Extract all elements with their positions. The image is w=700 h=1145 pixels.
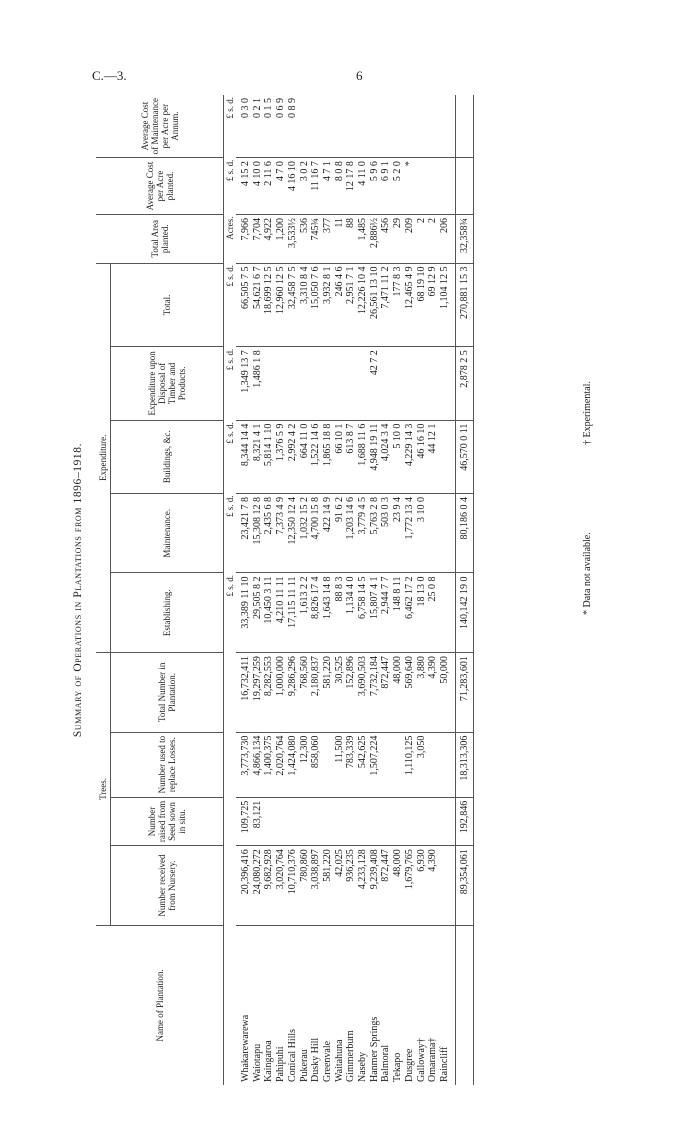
cell-cost-acre: 4 7 1 xyxy=(322,158,334,215)
cell-disposal: 1,349 13 7 xyxy=(240,347,252,420)
cell-total-number: 9,286,296 xyxy=(287,653,299,733)
cell-disposal xyxy=(299,347,311,420)
plantation-name: Dusgree xyxy=(403,1048,415,1082)
cell-area: 7,966 xyxy=(240,214,252,263)
cell-area: 2 xyxy=(416,214,428,263)
cell-maintenance: 23,421 7 8 xyxy=(240,493,252,573)
total-disposal: 2,878 2 5 xyxy=(455,347,474,420)
cell-total-number: 4,390 xyxy=(427,653,439,733)
cell-establishing: 2,944 7 7 xyxy=(380,573,392,653)
cell-buildings: 66 10 1 xyxy=(334,420,346,493)
cell-cost-acre: 12 17 8 xyxy=(345,158,357,215)
cell-establishing: 29,505 8 2 xyxy=(252,573,264,653)
cell-buildings: 1,865 18 8 xyxy=(322,420,334,493)
cell-maint-acre xyxy=(416,95,428,158)
cell-buildings: 5,814 1 10 xyxy=(263,420,275,493)
table-row xyxy=(275,95,287,1085)
footnote-experimental: † Experimental. xyxy=(582,381,593,445)
cell-received: 936,235 xyxy=(345,846,357,926)
table-row xyxy=(439,95,451,1085)
plantation-name: Galloway† xyxy=(415,1038,427,1082)
cell-total-number: 1,000,000 xyxy=(275,653,287,733)
cell-total: 66,505 7 5 xyxy=(240,263,252,347)
cell-cost-acre xyxy=(416,158,428,215)
cell-disposal: 1,486 1 8 xyxy=(252,347,264,420)
cell-replace: 1,400,375 xyxy=(263,732,275,797)
cell-raised xyxy=(322,797,334,846)
cell-area: 745¾ xyxy=(310,214,322,263)
cell-establishing: 148 8 11 xyxy=(392,573,404,653)
cell-raised xyxy=(299,797,311,846)
cell-maintenance: 7,373 4 9 xyxy=(275,493,287,573)
cell-maintenance: 1,772 13 4 xyxy=(404,493,416,573)
cell-cost-acre: 3 0 2 xyxy=(299,158,311,215)
cell-disposal xyxy=(439,347,451,420)
cell-raised: 83,121 xyxy=(252,797,264,846)
total-buildings: 46,570 0 11 xyxy=(455,420,474,493)
col-header-maint-acre: Average Cost of Maintenance per Acre per Annum. xyxy=(96,95,224,158)
table-row xyxy=(380,95,392,1085)
table-row xyxy=(334,95,346,1085)
total-replace: 18,313,306 xyxy=(455,732,474,797)
cell-total-number: 8,282,553 xyxy=(263,653,275,733)
cell-total-number: 3,880 xyxy=(416,653,428,733)
cell-maintenance: 15,308 12 8 xyxy=(252,493,264,573)
cell-disposal xyxy=(287,347,299,420)
col-header-buildings: Buildings, &c. xyxy=(111,420,224,493)
cell-maintenance: 422 14 9 xyxy=(322,493,334,573)
table-row xyxy=(392,95,404,1085)
table-row xyxy=(287,95,299,1085)
cell-disposal: 42 7 2 xyxy=(369,347,381,420)
group-header-expenditure: Expenditure. xyxy=(96,263,111,653)
cell-maint-acre xyxy=(322,95,334,158)
cell-establishing: 10,450 3 11 xyxy=(263,573,275,653)
table-row xyxy=(345,95,357,1085)
plantation-name: Pukerau xyxy=(298,1049,310,1082)
cell-maint-acre xyxy=(357,95,369,158)
cell-received: 581,220 xyxy=(322,846,334,926)
plantation-name: Raincliff xyxy=(438,1046,450,1082)
cell-received: 10,710,376 xyxy=(287,846,299,926)
cell-total: 7,471 11 2 xyxy=(380,263,392,347)
cell-disposal xyxy=(380,347,392,420)
cell-raised xyxy=(380,797,392,846)
plantation-name: Waiotapu xyxy=(251,1043,263,1082)
cell-received: 6,930 xyxy=(416,846,428,926)
cell-raised xyxy=(369,797,381,846)
plantation-name: Pahipuhi xyxy=(275,1046,287,1082)
cell-buildings: 1,376 5 9 xyxy=(275,420,287,493)
cell-maintenance xyxy=(439,493,451,573)
cell-establishing: 15,807 4 1 xyxy=(369,573,381,653)
cell-establishing: 1,643 14 8 xyxy=(322,573,334,653)
total-maintenance: 80,186 0 4 xyxy=(455,493,474,573)
cell-replace xyxy=(392,732,404,797)
cell-total-number: 2,180,837 xyxy=(310,653,322,733)
cell-maintenance: 12,350 12 4 xyxy=(287,493,299,573)
plantation-name: Dusky Hill xyxy=(310,1037,322,1082)
cell-received: 48,000 xyxy=(392,846,404,926)
cell-establishing: 1,613 2 2 xyxy=(299,573,311,653)
cell-buildings: 664 11 0 xyxy=(299,420,311,493)
cell-maint-acre xyxy=(380,95,392,158)
cell-maintenance: 1,032 15 2 xyxy=(299,493,311,573)
cell-replace xyxy=(322,732,334,797)
cell-area: 3,533½ xyxy=(287,214,299,263)
group-header-trees: Trees. xyxy=(96,653,111,926)
cell-replace: 858,060 xyxy=(310,732,322,797)
table-row xyxy=(322,95,334,1085)
plantation-name: Kaingaroa xyxy=(263,1040,275,1082)
cell-maint-acre xyxy=(310,95,322,158)
cell-maint-acre: 0 1 5 xyxy=(263,95,275,158)
table-row xyxy=(357,95,369,1085)
cell-received: 42,025 xyxy=(334,846,346,926)
col-header-total: Total. xyxy=(111,263,224,347)
cell-received: 4,233,128 xyxy=(357,846,369,926)
unit-buildings: £ s. d. xyxy=(225,422,235,444)
col-header-name: Name of Plantation. xyxy=(96,925,224,1085)
plantation-name: Conical Hills xyxy=(286,1028,298,1082)
cell-area: 206 xyxy=(439,214,451,263)
cell-total-number: 3,690,503 xyxy=(357,653,369,733)
cell-maint-acre: 0 8 9 xyxy=(287,95,299,158)
cell-replace xyxy=(427,732,439,797)
table-row xyxy=(252,95,264,1085)
table-body xyxy=(236,95,474,1085)
cell-buildings: 8,344 14 4 xyxy=(240,420,252,493)
cell-area: 88 xyxy=(345,214,357,263)
cell-raised xyxy=(357,797,369,846)
cell-maint-acre xyxy=(334,95,346,158)
cell-total-number: 48,000 xyxy=(392,653,404,733)
cell-establishing: 88 8 3 xyxy=(334,573,346,653)
cell-received: 3,038,897 xyxy=(310,846,322,926)
cell-establishing: 17,115 11 11 xyxy=(287,573,299,653)
total-raised: 192,846 xyxy=(455,797,474,846)
cell-maint-acre xyxy=(345,95,357,158)
cell-disposal xyxy=(357,347,369,420)
total-establishing: 140,142 19 0 xyxy=(455,573,474,653)
cell-replace: 1,507,224 xyxy=(369,732,381,797)
cell-maintenance: 4,700 15 8 xyxy=(310,493,322,573)
cell-establishing: 4,210 11 11 xyxy=(275,573,287,653)
table-row xyxy=(369,95,381,1085)
plantation-name: Whakarewarewa xyxy=(240,1014,251,1082)
cell-received: 9,682,928 xyxy=(263,846,275,926)
col-header-cost-acre: Average Cost per Acre planted. xyxy=(96,158,224,215)
cell-cost-acre xyxy=(427,158,439,215)
total-total: 270,881 15 3 xyxy=(455,263,474,347)
cell-maintenance: 5,763 2 8 xyxy=(369,493,381,573)
cell-total-number: 30,525 xyxy=(334,653,346,733)
cell-raised: 109,725 xyxy=(240,797,252,846)
cell-maint-acre: 0 3 0 xyxy=(240,95,252,158)
cell-replace xyxy=(439,732,451,797)
cell-total-number: 7,732,184 xyxy=(369,653,381,733)
cell-maintenance: 3,779 4 5 xyxy=(357,493,369,573)
table-row xyxy=(240,95,252,1085)
cell-raised xyxy=(275,797,287,846)
total-area: 32,358¾ xyxy=(455,214,474,263)
plantation-name: Tekapo xyxy=(392,1052,404,1082)
cell-total: 54,621 6 7 xyxy=(252,263,264,347)
cell-total: 2,951 7 1 xyxy=(345,263,357,347)
cell-replace xyxy=(380,732,392,797)
cell-establishing xyxy=(439,573,451,653)
cell-disposal xyxy=(275,347,287,420)
cell-buildings: 2,992 4 2 xyxy=(287,420,299,493)
cell-replace: 1,424,080 xyxy=(287,732,299,797)
cell-replace: 542,625 xyxy=(357,732,369,797)
cell-total-number: 872,447 xyxy=(380,653,392,733)
cell-disposal xyxy=(322,347,334,420)
cell-replace: 11,500 xyxy=(334,732,346,797)
cell-raised xyxy=(427,797,439,846)
cell-received: 9,239,408 xyxy=(369,846,381,926)
cell-maint-acre xyxy=(427,95,439,158)
cell-establishing: 25 0 8 xyxy=(427,573,439,653)
cell-cost-acre: 5 9 6 xyxy=(369,158,381,215)
cell-maint-acre xyxy=(404,95,416,158)
cell-raised xyxy=(334,797,346,846)
cell-buildings: 46 16 10 xyxy=(416,420,428,493)
cell-maint-acre xyxy=(439,95,451,158)
col-header-area: Total Area planted. xyxy=(96,214,224,263)
cell-maintenance: 2,435 6 8 xyxy=(263,493,275,573)
cell-buildings: 613 8 7 xyxy=(345,420,357,493)
total-total-number: 71,283,601 xyxy=(455,653,474,733)
cell-cost-acre: * xyxy=(404,158,416,215)
cell-replace: 2,020,764 xyxy=(275,732,287,797)
col-header-disposal: Expenditure upon Disposal of Timber and Products. xyxy=(111,347,224,420)
plantations-table xyxy=(96,95,474,1085)
col-header-total-number: Total Number in Plantation. xyxy=(111,653,224,733)
cell-total-number: 16,732,411 xyxy=(240,653,252,733)
table-row xyxy=(404,95,416,1085)
cell-received: 3,020,764 xyxy=(275,846,287,926)
cell-buildings: 5 10 0 xyxy=(392,420,404,493)
cell-cost-acre xyxy=(439,158,451,215)
cell-received: 780,860 xyxy=(299,846,311,926)
cell-received: 1,679,765 xyxy=(404,846,416,926)
unit-establishing: £ s. d. xyxy=(225,575,235,597)
cell-received: 4,390 xyxy=(427,846,439,926)
cell-cost-acre: 4 7 0 xyxy=(275,158,287,215)
cell-area: 377 xyxy=(322,214,334,263)
cell-total-number: 50,000 xyxy=(439,653,451,733)
page-code: C.—3. xyxy=(92,68,127,83)
cell-total-number: 581,220 xyxy=(322,653,334,733)
cell-maintenance: 91 6 2 xyxy=(334,493,346,573)
cell-buildings: 4,229 14 3 xyxy=(404,420,416,493)
table-row xyxy=(416,95,428,1085)
cell-raised xyxy=(439,797,451,846)
cell-area: 2 xyxy=(427,214,439,263)
plantation-name: Waitahuna xyxy=(333,1039,345,1082)
cell-area: 456 xyxy=(380,214,392,263)
cell-total: 12,465 4 9 xyxy=(404,263,416,347)
plantation-name: Greenvale xyxy=(321,1040,333,1082)
cell-area: 209 xyxy=(404,214,416,263)
cell-total-number: 569,640 xyxy=(404,653,416,733)
plantation-name: Gimmerburn xyxy=(345,1030,357,1082)
page-number: 6 xyxy=(356,68,363,83)
cell-cost-acre: 8 0 8 xyxy=(334,158,346,215)
cell-maintenance: 503 0 3 xyxy=(380,493,392,573)
cell-total: 26,561 13 10 xyxy=(369,263,381,347)
cell-disposal xyxy=(263,347,275,420)
cell-area: 29 xyxy=(392,214,404,263)
cell-cost-acre: 11 16 7 xyxy=(310,158,322,215)
cell-total: 3,310 8 4 xyxy=(299,263,311,347)
col-header-replace: Number used to replace Losses. xyxy=(111,732,224,797)
cell-disposal xyxy=(334,347,346,420)
cell-cost-acre: 6 9 1 xyxy=(380,158,392,215)
cell-total-number: 768,560 xyxy=(299,653,311,733)
cell-buildings: 1,688 11 6 xyxy=(357,420,369,493)
cell-total: 12,960 12 5 xyxy=(275,263,287,347)
cell-maint-acre xyxy=(392,95,404,158)
cell-cost-acre: 5 2 0 xyxy=(392,158,404,215)
cell-establishing: 6,462 17 2 xyxy=(404,573,416,653)
unit-disposal: £ s. d. xyxy=(225,348,235,371)
cell-total: 246 4 6 xyxy=(334,263,346,347)
cell-maintenance: 3 10 0 xyxy=(416,493,428,573)
cell-maint-acre xyxy=(299,95,311,158)
cell-replace: 12,300 xyxy=(299,732,311,797)
plantation-name: Balmoral xyxy=(380,1044,392,1082)
cell-buildings: 44 12 1 xyxy=(427,420,439,493)
cell-received xyxy=(439,846,451,926)
cell-received: 20,396,416 xyxy=(240,846,252,926)
unit-total: £ s. d. xyxy=(225,265,235,287)
plantation-name: Naseby xyxy=(357,1052,369,1082)
cell-total: 32,458 7 5 xyxy=(287,263,299,347)
table-row xyxy=(427,95,439,1085)
cell-cost-acre: 4 11 0 xyxy=(357,158,369,215)
table-title: Summary of Operations in Plantations from 1896–1918. xyxy=(72,442,84,738)
unit-maint-acre: £ s. d. xyxy=(225,97,235,119)
cell-raised xyxy=(310,797,322,846)
cell-raised xyxy=(392,797,404,846)
cell-establishing: 1,134 4 0 xyxy=(345,573,357,653)
unit-maintenance: £ s. d. xyxy=(225,495,235,517)
cell-replace: 3,773,730 xyxy=(240,732,252,797)
cell-maint-acre xyxy=(369,95,381,158)
cell-total: 18,699 12 5 xyxy=(263,263,275,347)
table-row xyxy=(310,95,322,1085)
cell-buildings: 8,321 4 1 xyxy=(252,420,264,493)
cell-establishing: 33,389 11 10 xyxy=(240,573,252,653)
table-row xyxy=(299,95,311,1085)
table-row xyxy=(263,95,275,1085)
cell-area: 2,886½ xyxy=(369,214,381,263)
cell-area: 536 xyxy=(299,214,311,263)
cell-disposal xyxy=(427,347,439,420)
cell-raised xyxy=(345,797,357,846)
cell-establishing: 18 13 0 xyxy=(416,573,428,653)
footnote-data-not-available: * Data not available. xyxy=(582,532,593,615)
totals-row xyxy=(455,95,474,1085)
cell-area: 4,922 xyxy=(263,214,275,263)
cell-buildings: 4,948 19 11 xyxy=(369,420,381,493)
cell-area: 11 xyxy=(334,214,346,263)
plantation-name: Hanmer Springs xyxy=(368,1016,380,1082)
cell-disposal xyxy=(345,347,357,420)
unit-area: Acres. xyxy=(225,216,235,240)
cell-replace: 1,110,125 xyxy=(404,732,416,797)
cell-disposal xyxy=(416,347,428,420)
col-header-raised: Number raised from Seed sown in situ. xyxy=(111,797,224,846)
cell-cost-acre: 4 10 0 xyxy=(252,158,264,215)
cell-total-number: 19,297,259 xyxy=(252,653,264,733)
cell-maint-acre: 0 6 9 xyxy=(275,95,287,158)
cell-disposal xyxy=(404,347,416,420)
cell-maint-acre: 0 2 1 xyxy=(252,95,264,158)
cell-disposal xyxy=(310,347,322,420)
cell-total: 177 8 3 xyxy=(392,263,404,347)
cell-replace: 4,866,134 xyxy=(252,732,264,797)
cell-total: 69 12 9 xyxy=(427,263,439,347)
cell-maintenance: 23 9 4 xyxy=(392,493,404,573)
cell-buildings: 1,522 14 6 xyxy=(310,420,322,493)
cell-raised xyxy=(416,797,428,846)
cell-cost-acre: 2 11 6 xyxy=(263,158,275,215)
col-header-received: Number received from Nursery. xyxy=(111,846,224,926)
cell-buildings xyxy=(439,420,451,493)
cell-area: 1,485 xyxy=(357,214,369,263)
cell-total: 3,932 8 1 xyxy=(322,263,334,347)
cell-received: 24,080,272 xyxy=(252,846,264,926)
cell-maintenance: 1,203 14 6 xyxy=(345,493,357,573)
cell-maintenance xyxy=(427,493,439,573)
cell-replace: 783,339 xyxy=(345,732,357,797)
cell-area: 1,200 xyxy=(275,214,287,263)
cell-total: 12,226 10 4 xyxy=(357,263,369,347)
cell-total: 68 19 10 xyxy=(416,263,428,347)
cell-total: 15,050 7 6 xyxy=(310,263,322,347)
cell-total-number: 152,896 xyxy=(345,653,357,733)
cell-raised xyxy=(263,797,275,846)
cell-received: 872,447 xyxy=(380,846,392,926)
cell-cost-acre: 4 15 2 xyxy=(240,158,252,215)
plantation-name: Omarama† xyxy=(427,1037,439,1082)
cell-area: 7,704 xyxy=(252,214,264,263)
col-header-establishing: Establishing. xyxy=(111,573,224,653)
col-header-maintenance: Maintenance. xyxy=(111,493,224,573)
cell-establishing: 6,758 14 5 xyxy=(357,573,369,653)
total-received: 89,354,061 xyxy=(455,846,474,926)
cell-raised xyxy=(404,797,416,846)
cell-total: 1,104 12 5 xyxy=(439,263,451,347)
unit-cost-acre: £ s. d. xyxy=(225,159,235,182)
cell-buildings: 4,024 3 4 xyxy=(380,420,392,493)
cell-replace: 3,050 xyxy=(416,732,428,797)
cell-disposal xyxy=(392,347,404,420)
cell-cost-acre: 4 16 10 xyxy=(287,158,299,215)
cell-establishing: 8,826 17 4 xyxy=(310,573,322,653)
rotated-table-block xyxy=(70,95,615,1085)
cell-raised xyxy=(287,797,299,846)
